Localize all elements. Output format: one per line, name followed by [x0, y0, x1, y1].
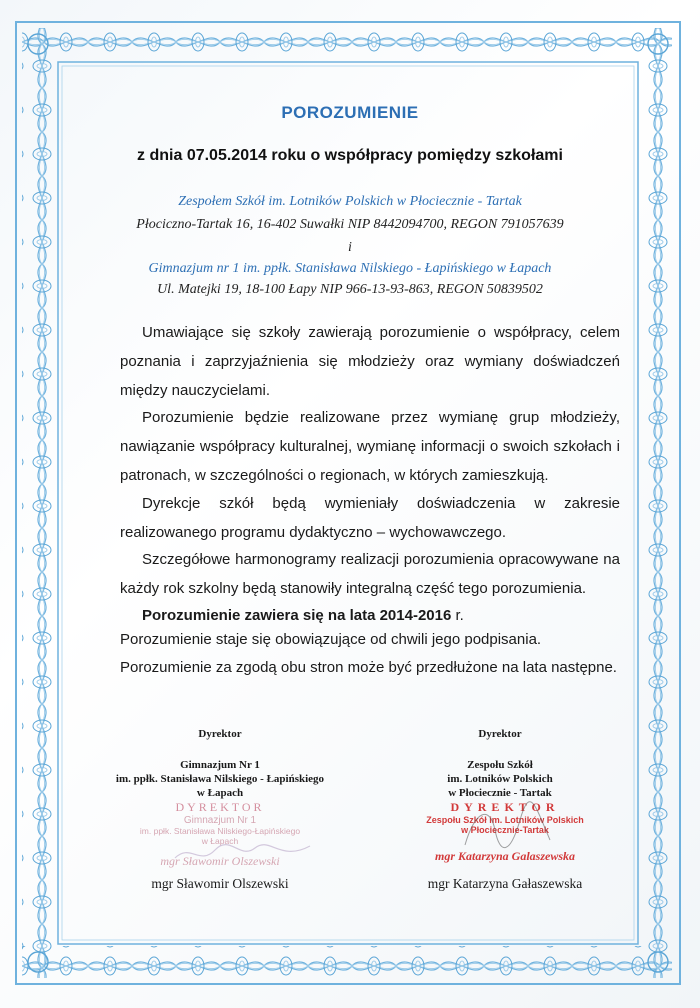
paragraph-3: Dyrekcje szkół będą wymieniały doświadczenia w zakresie realizowanego programu dydaktyczno – wychowawczego. [120, 495, 620, 541]
paragraph-2: Porozumienie będzie realizowane przez wymianę grup młodzieży, nawiązanie współpracy kulturalnej, wymianę informacji o swoich szkołach i patronach, w szczególności o regionach, w których zamieszkują. [120, 409, 620, 484]
right-stamp: DYREKTOR Zespołu Szkół im. Lotników Polskich w Płociecznie-Tartak mgr Katarzyna Galaszewska [426, 800, 584, 863]
closing-line-1: Porozumienie staje się obowiązujące od chwili jego podpisania. [120, 631, 542, 648]
left-signature-role: Dyrektor [198, 728, 242, 740]
right-signature-school: Zespołu Szkół im. Lotników Polskich w Płociecznie - Tartak [447, 759, 553, 799]
closing-line-2: Porozumienie za zgodą obu stron może być przedłużone na lata następne. [120, 659, 617, 676]
right-signature-role: Dyrektor [478, 728, 522, 740]
paragraph-1: Umawiające się szkoły zawierają porozumienie o współpracy, celem poznania i zaprzyjaźnienia się młodzieży oraz wymiany doświadczeń między nauczycielami. [120, 324, 620, 399]
paragraph-4: Szczegółowe harmonogramy realizacji porozumienia opracowywane na każdy rok szkolny będą stanowiły integralną część tego porozumienia. [120, 551, 620, 597]
party-connector: i [348, 240, 352, 255]
party1-name: Zespołem Szkół im. Lotników Polskich w Płociecznie - Tartak [178, 194, 522, 209]
term-clause: Porozumienie zawiera się na lata 2014-2016 r. [142, 607, 464, 624]
left-stamp: DYREKTOR Gimnazjum Nr 1 im. ppłk. Stanisława Nilskiego-Łapińskiego w Łapach mgr Sławomir Olszewski [139, 800, 301, 868]
document-title: POROZUMIENIE [281, 103, 419, 122]
document-subtitle: z dnia 07.05.2014 roku o współpracy pomiędzy szkołami [137, 147, 563, 164]
left-signatory-name: mgr Sławomir Olszewski [151, 876, 289, 891]
right-handwritten-signature [450, 800, 570, 860]
left-signature-school: Gimnazjum Nr 1 im. ppłk. Stanisława Nilskiego - Łapińskiego w Łapach [115, 759, 325, 799]
left-handwritten-signature [170, 838, 320, 868]
party2-name: Gimnazjum nr 1 im. ppłk. Stanisława Nilskiego - Łapińskiego w Łapach [148, 261, 552, 276]
party2-address: Ul. Matejki 19, 18-100 Łapy NIP 966-13-93-863, REGON 50839502 [157, 282, 543, 297]
party1-address: Płociczno-Tartak 16, 16-402 Suwałki NIP 8442094700, REGON 791057639 [136, 217, 564, 232]
right-signatory-name: mgr Katarzyna Gałaszewska [427, 876, 583, 891]
